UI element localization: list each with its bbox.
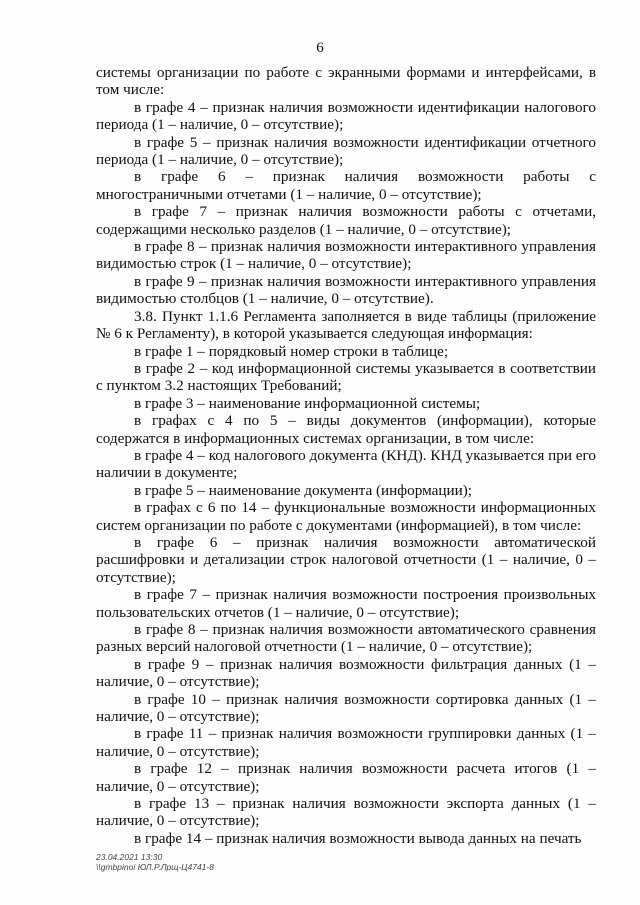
paragraph: в графе 10 – признак наличия возможности сортировка данных (1 – наличие, 0 – отсутствие); <box>96 690 596 726</box>
paragraph: в графе 7 – признак наличия возможности построения произвольных пользовательских отчетов (1 – наличие, 0 – отсутствие); <box>96 586 596 621</box>
paragraph: в графе 3 – наименование информационной системы; <box>134 394 481 412</box>
paragraph: в графе 8 – признак наличия возможности автоматического сравнения разных версий налоговой отчетности (1 – наличие, 0 – отсутствие); <box>96 621 596 656</box>
paragraph: в графе 7 – признак наличия возможности работы с отчетами, содержащими несколько разделов (1 – наличие, 0 – отсутствие); <box>96 203 596 238</box>
paragraph: в графе 9 – признак наличия возможности интерактивного управления видимостью столбцов (1 – наличие, 0 – отсутствие). <box>96 272 596 308</box>
paragraph: в графе 4 – код налогового документа (КНД). КНД указывается при его наличии в документе; <box>96 446 596 482</box>
footer-file-path: \\gmbpinoi ЮЛ.Р.Лрщ-Ц4741-8 <box>96 862 214 872</box>
paragraph: в графе 5 – признак наличия возможности идентификации отчетного периода (1 – наличие, 0 – отсутствие); <box>96 133 596 169</box>
paragraph: 3.8. Пункт 1.1.6 Регламента заполняется в виде таблицы (приложение № 6 к Регламенту), в которой указывается следующая информация: <box>96 307 596 343</box>
paragraph: в графе 6 – признак наличия возможности работы с многостраничными отчетами (1 – наличие, 0 – отсутствие); <box>96 168 596 203</box>
page-number: 6 <box>316 40 324 56</box>
paragraph: в графе 1 – порядковый номер строки в таблице; <box>134 342 449 360</box>
paragraph: в графах с 6 по 14 – функциональные возможности информационных систем организации по работе с документами (информацией), в том числе: <box>96 499 596 534</box>
paragraph: в графе 8 – признак наличия возможности интерактивного управления видимостью строк (1 – наличие, 0 – отсутствие); <box>96 238 596 273</box>
paragraph: в графе 11 – признак наличия возможности группировки данных (1 – наличие, 0 – отсутствие); <box>96 725 596 760</box>
paragraph: в графах с 4 по 5 – виды документов (информации), которые содержатся в информационных системах организации, в том числе: <box>96 412 596 447</box>
paragraph: в графе 2 – код информационной системы указывается в соответствии с пунктом 3.2 настоящих Требований; <box>96 359 596 395</box>
document-body <box>96 64 596 847</box>
paragraph: в графе 6 – признак наличия возможности автоматической расшифровки и детализации строк налоговой отчетности (1 – наличие, 0 – отсутствие); <box>96 533 596 586</box>
paragraph: в графе 5 – наименование документа (информации); <box>134 481 473 499</box>
footer-date: 23.04.2021 13:30 <box>96 852 163 862</box>
paragraph: в графе 13 – признак наличия возможности экспорта данных (1 – наличие, 0 – отсутствие); <box>96 795 596 830</box>
paragraph: в графе 9 – признак наличия возможности фильтрация данных (1 – наличие, 0 – отсутствие); <box>96 655 596 691</box>
paragraph: системы организации по работе с экранными формами и интерфейсами, в том числе: <box>96 64 596 99</box>
paragraph: в графе 4 – признак наличия возможности идентификации налогового периода (1 – наличие, 0 – отсутствие); <box>96 98 596 134</box>
paragraph: в графе 14 – признак наличия возможности вывода данных на печать <box>134 829 582 847</box>
paragraph: в графе 12 – признак наличия возможности расчета итогов (1 – наличие, 0 – отсутствие); <box>96 760 596 795</box>
footer-stamp <box>96 852 214 872</box>
